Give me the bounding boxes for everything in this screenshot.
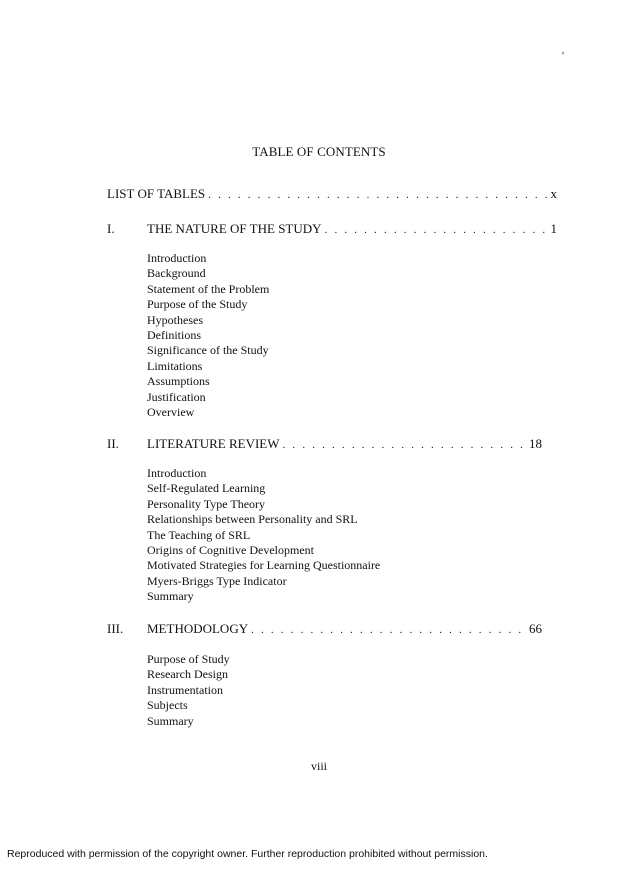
section-item[interactable]: Self-Regulated Learning — [147, 481, 266, 496]
chapter-title: METHODOLOGY — [147, 621, 249, 636]
section-item[interactable]: Significance of the Study — [147, 343, 269, 358]
section-item[interactable]: Introduction — [147, 251, 207, 265]
dot-leader — [251, 622, 526, 638]
chapter-page: 1 — [550, 221, 557, 236]
chapter-numeral: I. — [107, 221, 115, 236]
chapter-numeral: II. — [107, 436, 119, 451]
section-list-chapter-1 — [147, 251, 269, 420]
chapter-numeral: III. — [107, 621, 124, 636]
chapter-page: 18 — [529, 436, 542, 451]
toc-entry-chapter-2[interactable] — [147, 436, 542, 452]
section-item[interactable]: Overview — [147, 404, 195, 419]
section-item[interactable]: Introduction — [147, 466, 207, 480]
section-item[interactable]: The Teaching of SRL — [147, 527, 251, 542]
copyright-footer: Reproduced with permission of the copyright owner. Further reproduction prohibited without permission. — [7, 848, 488, 860]
section-item[interactable]: Purpose of the Study — [147, 297, 248, 312]
section-list-chapter-2 — [147, 466, 380, 605]
section-item[interactable]: Limitations — [147, 358, 203, 373]
section-item[interactable]: Personality Type Theory — [147, 496, 266, 511]
dot-leader — [208, 187, 547, 203]
page-number: viii — [310, 759, 327, 773]
toc-entry-list-of-tables[interactable] — [107, 186, 557, 202]
toc-entry-chapter-1[interactable] — [147, 221, 557, 237]
section-item[interactable]: Myers-Briggs Type Indicator — [147, 573, 287, 588]
section-item[interactable]: Justification — [147, 389, 206, 404]
section-item[interactable]: Origins of Cognitive Development — [147, 542, 314, 557]
section-item[interactable]: Statement of the Problem — [147, 281, 270, 296]
section-item[interactable]: Purpose of Study — [147, 652, 230, 666]
section-list-chapter-3 — [147, 652, 230, 729]
section-item[interactable]: Subjects — [147, 698, 188, 713]
section-item[interactable]: Research Design — [147, 667, 228, 682]
chapter-page: 66 — [529, 621, 542, 636]
section-item[interactable]: Background — [147, 266, 206, 281]
section-item[interactable]: Summary — [147, 713, 194, 728]
dot-leader — [325, 222, 548, 238]
chapter-title: LITERATURE REVIEW — [147, 436, 280, 451]
toc-entry-label: LIST OF TABLES — [107, 186, 206, 201]
dot-leader — [283, 437, 526, 453]
page-title: TABLE OF CONTENTS — [252, 144, 386, 159]
toc-entry-chapter-3[interactable] — [147, 621, 542, 637]
chapter-title: THE NATURE OF THE STUDY — [147, 221, 322, 236]
section-item[interactable]: Motivated Strategies for Learning Questionnaire — [147, 558, 381, 573]
corner-mark: ' — [562, 50, 564, 62]
section-item[interactable]: Instrumentation — [147, 682, 223, 697]
toc-entry-page: x — [550, 186, 557, 201]
section-item[interactable]: Assumptions — [147, 374, 210, 389]
section-item[interactable]: Summary — [147, 589, 194, 604]
section-item[interactable]: Relationships between Personality and SRL — [147, 512, 358, 527]
section-item[interactable]: Hypotheses — [147, 312, 203, 327]
section-item[interactable]: Definitions — [147, 327, 201, 342]
